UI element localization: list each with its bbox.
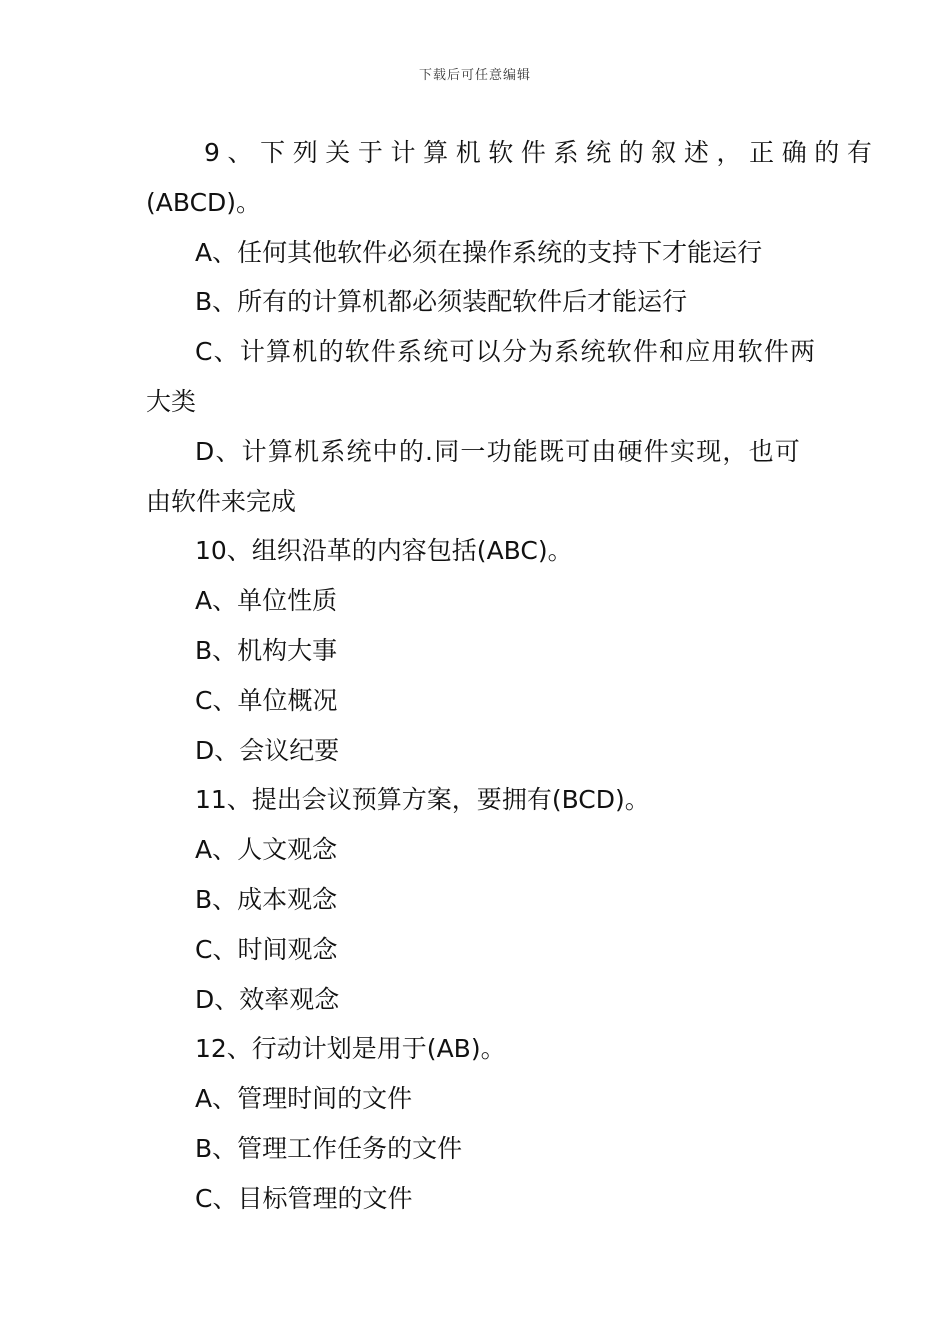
page-header: 下载后可任意编辑 (418, 68, 531, 83)
question-9-option-b: B、所有的计算机都必须装配软件后才能运行 (195, 287, 688, 317)
question-11: 11、提出会议预算方案，要拥有(BCD)。 (195, 785, 650, 815)
question-9-option-d-line-1: D、计算机系统中的.同一功能既可由硬件实现，也可 (195, 436, 801, 466)
question-11-option-b: B、成本观念 (195, 884, 338, 914)
question-9-line-1: 9、下列关于计算机软件系统的叙述，正确的有 (204, 138, 880, 167)
question-10-option-c: C、单位概况 (195, 685, 338, 715)
question-9-line-2: (ABCD)。 (146, 187, 262, 217)
question-10-option-d: D、会议纪要 (195, 735, 340, 765)
question-10-option-b: B、机构大事 (195, 635, 338, 665)
question-10-option-a: A、单位性质 (195, 586, 338, 616)
document-body (146, 128, 880, 1224)
question-9-option-d-line-2: 由软件来完成 (146, 486, 297, 516)
question-12-option-c: C、目标管理的文件 (195, 1183, 413, 1213)
question-11-option-d: D、效率观念 (195, 984, 340, 1014)
question-9-option-c-line-2: 大类 (146, 386, 197, 416)
question-9-option-c-line-1: C、计算机的软件系统可以分为系统软件和应用软件两 (195, 337, 817, 367)
question-12-option-b: B、管理工作任务的文件 (195, 1133, 463, 1163)
question-11-option-c: C、时间观念 (195, 934, 338, 964)
question-10: 10、组织沿革的内容包括(ABC)。 (195, 536, 573, 566)
question-12: 12、行动计划是用于(AB)。 (195, 1034, 506, 1064)
question-11-option-a: A、人文观念 (195, 835, 338, 865)
question-9-option-a: A、任何其他软件必须在操作系统的支持下才能运行 (195, 237, 763, 267)
question-12-option-a: A、管理时间的文件 (195, 1084, 413, 1114)
